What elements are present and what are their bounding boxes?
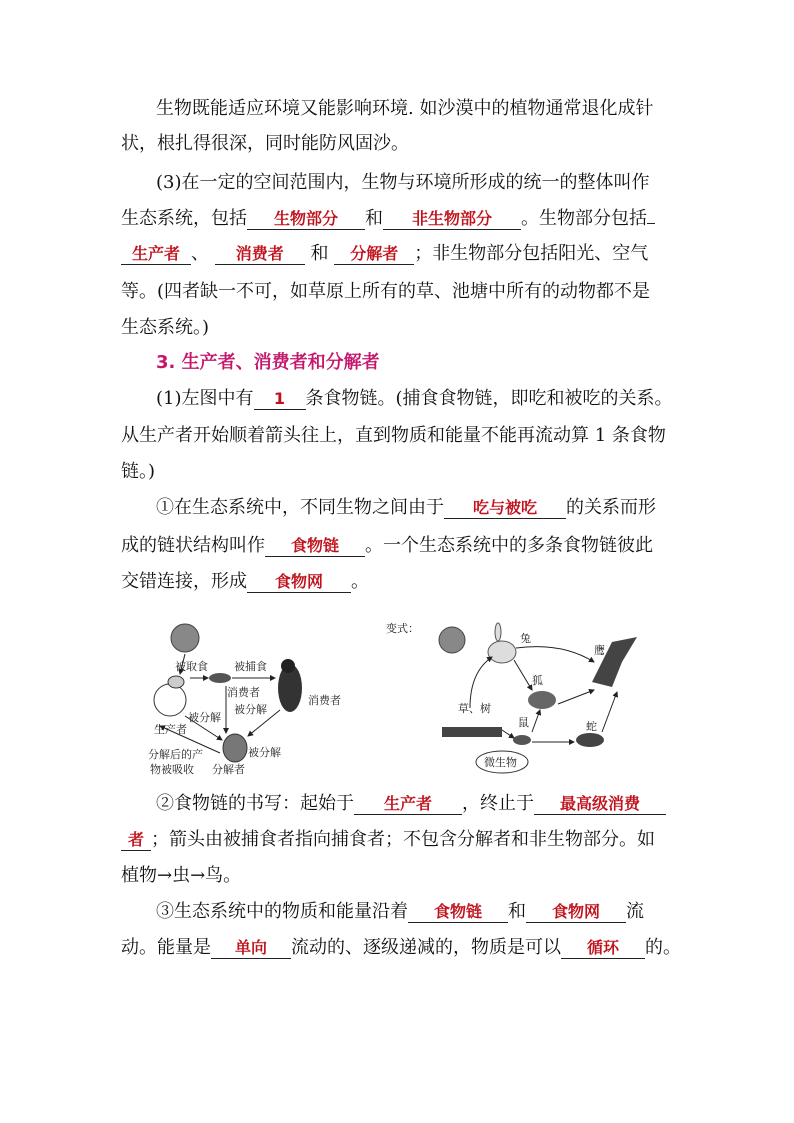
answer-blank: 者 <box>121 830 151 851</box>
label: 被分解 <box>188 711 221 724</box>
label: 消费者 <box>227 686 260 699</box>
para1-line1: 生物既能适应环境又能影响环境. 如沙漠中的植物通常退化成针 <box>156 98 654 119</box>
answer-blank: 食物链 <box>265 536 365 557</box>
ecosystem-cycle-diagram <box>140 618 370 778</box>
bird-icon <box>278 659 302 712</box>
para2-line3 <box>121 243 648 265</box>
text: 流 <box>626 901 644 922</box>
answer-blank: 单向 <box>211 938 291 959</box>
label: 物被吸收 <box>150 763 194 776</box>
blank-underline <box>647 223 655 224</box>
answer-blank: 1 <box>254 389 306 410</box>
answer-blank: 生产者 <box>354 794 462 815</box>
para2-line4: 等。(四者缺一不可，如草原上所有的草、池塘中所有的动物都不是 <box>121 281 651 302</box>
answer-blank: 食物网 <box>247 572 351 593</box>
text: ；非生物部分包括阳光、空气 <box>414 243 649 264</box>
label: 被取食 <box>175 660 208 673</box>
snake-icon <box>576 733 604 747</box>
text: 。一个生态系统中的多条食物链彼此 <box>365 535 653 556</box>
label: 鹰 <box>594 644 605 657</box>
text: ③生态系统中的物质和能量沿着 <box>156 901 408 922</box>
label: 蛇 <box>586 720 597 733</box>
para2-line5: 生态系统。) <box>121 317 210 338</box>
text: 流动的、逐级递减的，物质是可以 <box>291 937 561 958</box>
text: ②食物链的书写：起始于 <box>156 793 354 814</box>
text: 、 <box>191 243 209 264</box>
text: 。 <box>351 571 369 592</box>
text: 和 <box>310 243 329 264</box>
label: 鼠 <box>518 716 529 729</box>
label: 消费者 <box>308 694 341 707</box>
text: ；箭头由被捕食者指向捕食者；不包含分解者和非生物部分。如 <box>151 829 655 850</box>
text: 和 <box>365 208 383 229</box>
text: 成的链状结构叫作 <box>121 535 265 556</box>
sun-icon <box>171 624 199 652</box>
answer-blank: 吃与被吃 <box>444 498 566 519</box>
text: 和 <box>508 901 526 922</box>
para5-line2 <box>121 829 655 851</box>
tree-icon <box>442 727 502 737</box>
para4-line3 <box>121 571 369 593</box>
text: 交错连接，形成 <box>121 571 247 592</box>
decomposer-fungi-icon <box>223 734 247 762</box>
label: 微生物 <box>484 756 517 769</box>
label: 狐 <box>532 674 543 687</box>
text: 条食物链。(捕食食物链，即吃和被吃的关系。 <box>305 388 673 409</box>
answer-blank: 最高级消费 <box>534 794 666 815</box>
para1-line2: 状，根扎得很深，同时能防风固沙。 <box>121 133 409 154</box>
text: 的关系而形 <box>566 497 656 518</box>
food-web-diagram <box>382 612 672 782</box>
label: 被捕食 <box>234 660 267 673</box>
mouse-icon <box>513 735 531 745</box>
label: 被分解 <box>248 746 281 759</box>
caterpillar-icon <box>209 673 231 683</box>
label: 草、树 <box>458 702 491 715</box>
label: 生产者 <box>154 723 187 736</box>
text: ①在生态系统中，不同生物之间由于 <box>156 497 444 518</box>
text: (1)左图中有 <box>156 388 254 409</box>
sun-icon <box>439 627 465 653</box>
para2-line2 <box>121 208 655 230</box>
answer-blank: 食物链 <box>408 902 508 923</box>
para6-line1 <box>156 901 644 923</box>
answer-blank: 循环 <box>561 938 645 959</box>
para3-line2: 从生产者开始顺着箭头往上，直到物质和能量不能再流动算 1 条食物 <box>121 425 666 446</box>
para4-line2 <box>121 535 653 557</box>
text: 动。能量是 <box>121 937 211 958</box>
text: 生态系统，包括 <box>121 208 247 229</box>
label: 分解者 <box>212 763 245 776</box>
answer-blank: 生物部分 <box>247 209 365 230</box>
para5-line3: 植物→虫→鸟。 <box>121 865 242 886</box>
para5-line1 <box>156 793 666 815</box>
para4-line1 <box>156 497 656 519</box>
para3-line3: 链。) <box>121 461 156 482</box>
section-heading: 3. 生产者、消费者和分解者 <box>156 352 380 373</box>
answer-blank: 生产者 <box>121 244 191 265</box>
para3-line1 <box>156 388 673 410</box>
answer-blank: 食物网 <box>526 902 626 923</box>
producer-plant-icon <box>154 676 186 716</box>
text: ，终止于 <box>462 793 534 814</box>
para2-line1: (3)在一定的空间范围内，生物与环境所形成的统一的整体叫作 <box>156 172 650 193</box>
fox-icon <box>528 691 556 709</box>
label: 被分解 <box>234 703 267 716</box>
text: 。生物部分包括 <box>521 208 647 229</box>
answer-blank: 分解者 <box>334 244 414 265</box>
label: 兔 <box>520 632 531 645</box>
rabbit-icon <box>488 623 516 663</box>
figure-title: 变式： <box>386 622 419 635</box>
text: 的。 <box>645 937 681 958</box>
answer-blank: 非生物部分 <box>383 209 521 230</box>
para6-line2 <box>121 937 681 959</box>
label: 分解后的产 <box>148 748 203 761</box>
answer-blank: 消费者 <box>215 244 305 265</box>
